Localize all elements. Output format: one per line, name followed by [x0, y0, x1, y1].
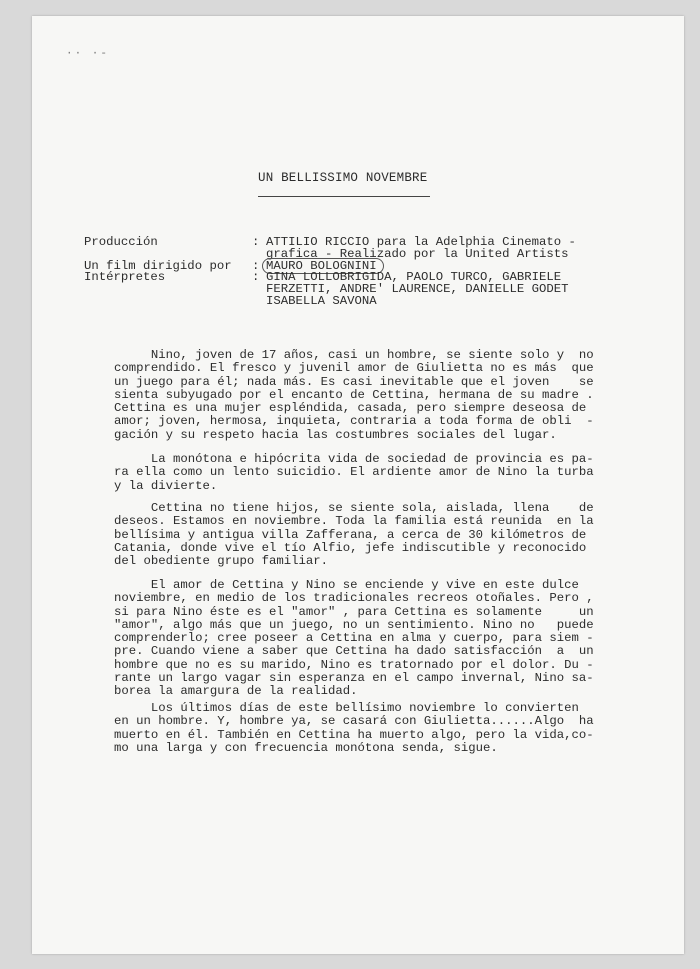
document-page — [32, 16, 684, 954]
faint-pencil-mark: ·· ·- — [66, 48, 110, 60]
text-line: en un hombre. Y, hombre ya, se casará con Giulietta......Algo ha — [114, 714, 594, 729]
text-line: del obediente grupo familiar. — [114, 554, 329, 569]
text-line: muerto en él. También en Cettina ha muerto algo, pero la vida,co- — [114, 727, 594, 742]
text-line: Cettina no tiene hijos, se siente sola, aislada, llena de — [114, 501, 594, 515]
text-line: si para Nino éste es el "amor" , para Cettina es solamente un — [114, 604, 594, 619]
text-line: deseos. Estamos en noviembre. Toda la familia está reunida en la — [114, 514, 594, 529]
paragraph-2 — [114, 453, 598, 493]
paragraph-4 — [114, 579, 598, 699]
text-line: comprendido. El fresco y juvenil amor de Giulietta no es más que — [114, 361, 594, 376]
text-line: comprenderlo; cree poseer a Cettina en alma y cuerpo, para siem - — [114, 631, 594, 646]
credit-value-cont: FERZETTI, ANDRE' LAURENCE, DANIELLE GODET — [266, 282, 569, 297]
credit-colon: : — [252, 270, 260, 285]
text-line: pre. Cuando viene a saber que Cettina ha dado satisfacción a un — [114, 644, 594, 659]
text-line: un juego para él; nada más. Es casi inevitable que el joven se — [114, 374, 594, 389]
credit-colon: : — [252, 258, 260, 273]
text-line: rante un largo vagar sin esperanza en el campo invernal, Nino sa- — [114, 671, 594, 686]
credit-value: GINA LOLLOBRIGIDA, PAOLO TURCO, GABRIELE — [266, 270, 562, 285]
credit-label: Un film dirigido por — [84, 258, 232, 273]
text-line: Cettina es una mujer espléndida, casada, pero siempre deseosa de — [114, 401, 587, 416]
credit-value-cont: ISABELLA SAVONA — [266, 293, 377, 308]
text-line: hombre que no es su marido, Nino es tratornado por el dolor. Du - — [114, 657, 594, 672]
paragraph-3 — [114, 502, 598, 568]
credit-value-cont: - Realizado por la United Artists — [317, 246, 569, 261]
credit-label: Intérpretes — [84, 270, 166, 285]
paragraph-5 — [114, 702, 598, 755]
text-line: Catania, donde vive el tío Alfio, jefe indiscutible y reconocido — [114, 540, 587, 555]
text-line: El amor de Cettina y Nino se enciende y vive en este dulce — [114, 578, 579, 592]
text-line: amor; joven, hermosa, inquieta, contraria a toda forma de obli - — [114, 414, 594, 429]
underlined-word: grafica — [266, 246, 318, 261]
text-line: sienta subyugado por el encanto de Cettina, hermana de su madre . — [114, 387, 594, 402]
document-title: UN BELLISSIMO NOVEMBRE — [258, 171, 428, 185]
text-line: bellísima y antigua villa Zafferana, a cerca de 30 kilómetros de — [114, 527, 587, 542]
director-name-circled: MAURO BOLOGNINI — [262, 258, 384, 274]
text-line: y la divierte. — [114, 478, 218, 493]
title-underline — [258, 196, 430, 197]
text-line: Nino, joven de 17 años, casi un hombre, se siente solo y no — [114, 348, 594, 362]
paragraph-1 — [114, 349, 598, 442]
credit-label: Producción — [84, 235, 158, 249]
text-line: Los últimos días de este bellísimo noviembre lo convierten — [114, 701, 579, 715]
text-line: ra ella como un lento suicidio. El ardiente amor de Nino la turba — [114, 465, 594, 480]
text-line: noviembre, en medio de los tradicionales recreos otoñales. Pero , — [114, 591, 594, 606]
credit-value: ATTILIO RICCIO para la Adelphia Cinemato - — [266, 235, 576, 249]
text-line: La monótona e hipócrita vida de sociedad de provincia es pa- — [114, 452, 594, 466]
text-line: gación y su respeto hacia las costumbres sociales del lugar. — [114, 427, 557, 442]
credits-block — [84, 237, 576, 308]
text-line: borea la amargura de la realidad. — [114, 684, 358, 699]
text-line: "amor", algo más que un juego, no un sentimiento. Nino no puede — [114, 617, 594, 632]
text-line: mo una larga y con frecuencia monótona senda, sigue. — [114, 740, 498, 755]
credit-colon: : — [252, 235, 260, 249]
